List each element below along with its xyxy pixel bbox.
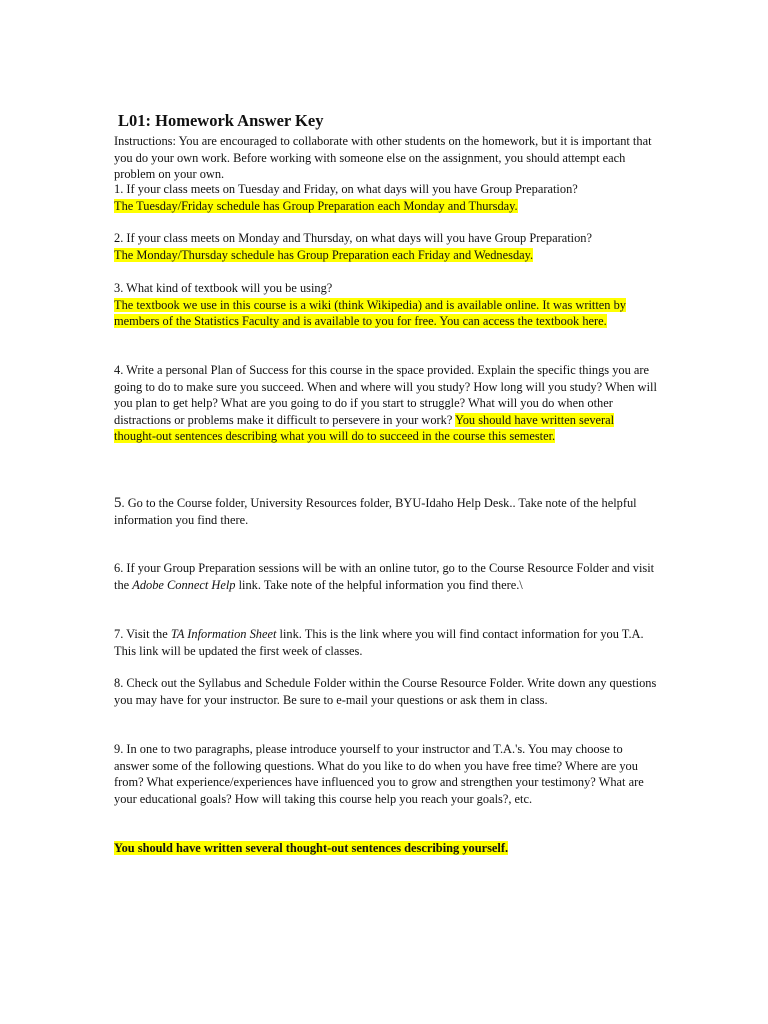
answer-3-highlight: The textbook we use in this course is a wiki (think Wikipedia) and is available online. It was written by members of the Statistics Faculty and is available to you for free. You can access the textbook here. (114, 297, 626, 328)
question-2-text: 2. If your class meets on Monday and Thursday, on what days will you have Group Preparation? (114, 231, 592, 245)
question-8-text: 8. Check out the Syllabus and Schedule Folder within the Course Resource Folder. Write down any questions you may have for your instructor. Be sure to e-mail your questions or ask them in class. (114, 676, 657, 707)
question-4-text: 4. Write a personal Plan of Success for this course in the space provided. Explain the specific things you are going to do to make sure you succeed. When and where will you study? How long will you study? When will you plan to get help? What are you going to do if you start to struggle? What will you do when other distractions or problems make it difficult to persevere in your work? (114, 363, 657, 427)
question-5 (114, 495, 659, 528)
ta-information-sheet-link[interactable]: TA Information Sheet (170, 627, 277, 641)
question-6-text-before: 6. If your Group Preparation sessions will be with an online tutor, go to the Course Resource Folder and visit the (114, 561, 655, 592)
question-7 (114, 626, 659, 659)
question-6-text-after: link. Take note of the helpful information you find there.\ (235, 577, 523, 592)
question-9 (114, 741, 659, 807)
question-5-number: 5 (114, 495, 122, 511)
question-7-text-before: 7. Visit the (114, 627, 171, 641)
adobe-connect-help-link[interactable]: Adobe Connect Help (132, 577, 236, 592)
question-6 (114, 560, 659, 593)
answer-1-highlight: The Tuesday/Friday schedule has Group Preparation each Monday and Thursday. (114, 198, 518, 213)
document-title: L01: Homework Answer Key (118, 111, 324, 130)
question-1-text: 1. If your class meets on Tuesday and Friday, on what days will you have Group Preparation? (114, 182, 578, 196)
question-9-text: 9. In one to two paragraphs, please introduce yourself to your instructor and T.A.'s. You may choose to answer some of the following questions. What do you like to do when you have free time? Where are you from? What experience/experiences have influenced you to grow and strengthen your testimony? What are your educational goals? How will taking this course help you reach your goals?, etc. (114, 742, 644, 806)
answer-9 (114, 840, 659, 857)
question-3-text: 3. What kind of textbook will you be using? (114, 281, 333, 295)
question-3 (114, 280, 659, 330)
question-1 (114, 181, 659, 214)
answer-4-highlight: You should have written several thought-out sentences describing what you will do to succeed in the course this semester. (114, 412, 615, 443)
answer-2-highlight: The Monday/Thursday schedule has Group Preparation each Friday and Wednesday. (114, 247, 534, 262)
question-4 (114, 362, 659, 445)
instructions-paragraph: Instructions: You are encouraged to collaborate with other students on the homework, but it is important that you do your own work. Before working with someone else on the assignment, you should attempt each problem on your own. (114, 134, 652, 181)
question-7-text-after: link. This is the link where you will find contact information for you T.A. This link will be updated the first week of classes. (114, 627, 644, 658)
question-5-text: . Go to the Course folder, University Resources folder, BYU-Idaho Help Desk.. Take note of the helpful information you find there. (114, 496, 637, 527)
question-2 (114, 230, 659, 263)
question-8 (114, 675, 659, 708)
answer-9-highlight: You should have written several thought-out sentences describing yourself. (114, 841, 509, 855)
